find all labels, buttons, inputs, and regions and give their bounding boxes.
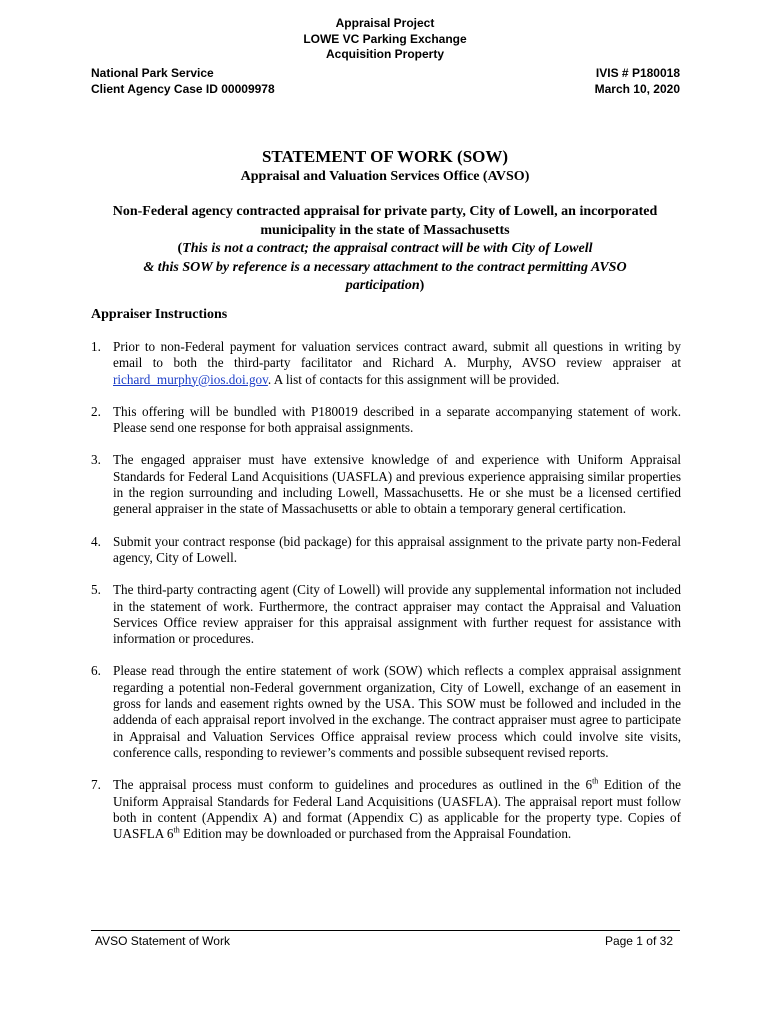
agency-header-row [91, 66, 680, 97]
list-item [91, 452, 681, 517]
document-subtitle: Appraisal and Valuation Services Office (AVSO) [240, 169, 530, 184]
page-footer [95, 934, 673, 948]
project-header [0, 16, 770, 63]
case-id: Client Agency Case ID 00009978 [91, 81, 275, 96]
superscript: th [173, 825, 180, 835]
item-number: 2. [91, 403, 101, 419]
footer-divider [91, 930, 680, 931]
paren-close: ) [419, 278, 425, 293]
intro-note-italic-2: & this SOW by reference is a necessary attachment to the contract permitting AVSO [143, 259, 627, 275]
item-text: Prior to non-Federal payment for valuation services contract award, submit all questions in writing by email to both the third-party facilitator and Richard A. Murphy, AVSO review appraiser at [113, 339, 681, 371]
item-text: The engaged appraiser must have extensive knowledge of and experience with Uniform Appraisal Standards for Federal Land Acquisitions (UASFLA) and previous experience appraising similar properties in the region surrounding and including Lowell, Massachusetts. He or she must be a licensed certified general appraiser in the state of Massachusetts or able to obtain a temporary general certification. [113, 452, 681, 517]
item-number: 4. [91, 533, 101, 549]
list-item [91, 339, 681, 388]
project-header-line-3: Acquisition Property [325, 47, 444, 61]
agency-block [91, 66, 275, 97]
list-item [91, 777, 681, 842]
item-number: 7. [91, 777, 101, 793]
intro-line-2: municipality in the state of Massachusetts [260, 222, 510, 238]
intro-statement [80, 203, 690, 296]
email-link[interactable]: richard_murphy@ios.doi.gov [113, 371, 268, 387]
item-number: 6. [91, 663, 101, 679]
section-heading: Appraiser Instructions [91, 307, 228, 322]
intro-note-italic-1: This is not a contract; the appraisal contract will be with City of Lowell [182, 241, 593, 256]
item-text-2: Edition of the Uniform Appraisal Standards for Federal Land Acquisitions (UASFLA). The appraisal report must follow both in content (Appendix A) and format (Appendix C) as applicable for the property type. Copies of UASFLA 6 [113, 777, 681, 842]
item-text-3: Edition may be downloaded or purchased from the Appraisal Foundation. [179, 826, 572, 842]
item-text: Submit your contract response (bid package) for this appraisal assignment to the private party non-Federal agency, City of Lowell. [113, 533, 681, 565]
intro-note-italic-3: participation [345, 278, 420, 293]
ivis-number: IVIS # P180018 [595, 66, 680, 80]
superscript: th [592, 776, 599, 786]
item-text: Please read through the entire statement of work (SOW) which reflects a complex appraisal assignment regarding a potential non-Federal government organization, City of Lowell, exchange of an easement in gross for lands and easement rights owned by the USA. This SOW must be followed and included in the addenda of each appraisal report involved in the exchange. The contract appraiser must agree to participate in Appraisal and Valuation Services Office appraisal review process which could involve site visits, conference calls, responding to reviewer’s comments and possible subsequent revised reports. [113, 663, 681, 760]
item-text: The appraisal process must conform to guidelines and procedures as outlined in the 6 [113, 777, 593, 793]
item-number: 3. [91, 452, 101, 468]
item-text-end: . A list of contacts for this assignment will be provided. [267, 371, 560, 387]
ivis-block [595, 66, 680, 97]
item-text: This offering will be bundled with P180019 described in a separate accompanying statement of work. Please send one response for both appraisal assignments. [113, 403, 681, 436]
intro-note-line-3 [80, 277, 690, 296]
footer-document-name: AVSO Statement of Work [95, 934, 230, 948]
intro-note-line-1 [80, 240, 690, 259]
page-number: Page 1 of 32 [604, 934, 673, 948]
paren-open: ( [177, 241, 183, 256]
instructions-list [91, 339, 681, 858]
project-header-line-2: LOWE VC Parking Exchange [303, 31, 467, 46]
document-date: March 10, 2020 [594, 81, 680, 96]
document-title: STATEMENT OF WORK (SOW) [261, 147, 509, 166]
item-text: The third-party contracting agent (City of Lowell) will provide any supplemental information not included in the statement of work. Furthermore, the contract appraiser may contact the Appraisal and Valuation Services Office review appraiser for this appraisal assignment with further request for assistance with information or procedures. [113, 582, 681, 647]
intro-line-1: Non-Federal agency contracted appraisal for private party, City of Lowell, an incorporated [112, 204, 658, 219]
intro-note-line-2 [80, 259, 690, 278]
list-item [91, 582, 681, 647]
list-item [91, 404, 681, 437]
item-number: 1. [91, 339, 101, 354]
item-number: 5. [91, 582, 101, 598]
agency-name: National Park Service [91, 66, 214, 80]
list-item [91, 663, 681, 761]
project-header-line-1: Appraisal Project [335, 16, 435, 30]
list-item [91, 534, 681, 567]
